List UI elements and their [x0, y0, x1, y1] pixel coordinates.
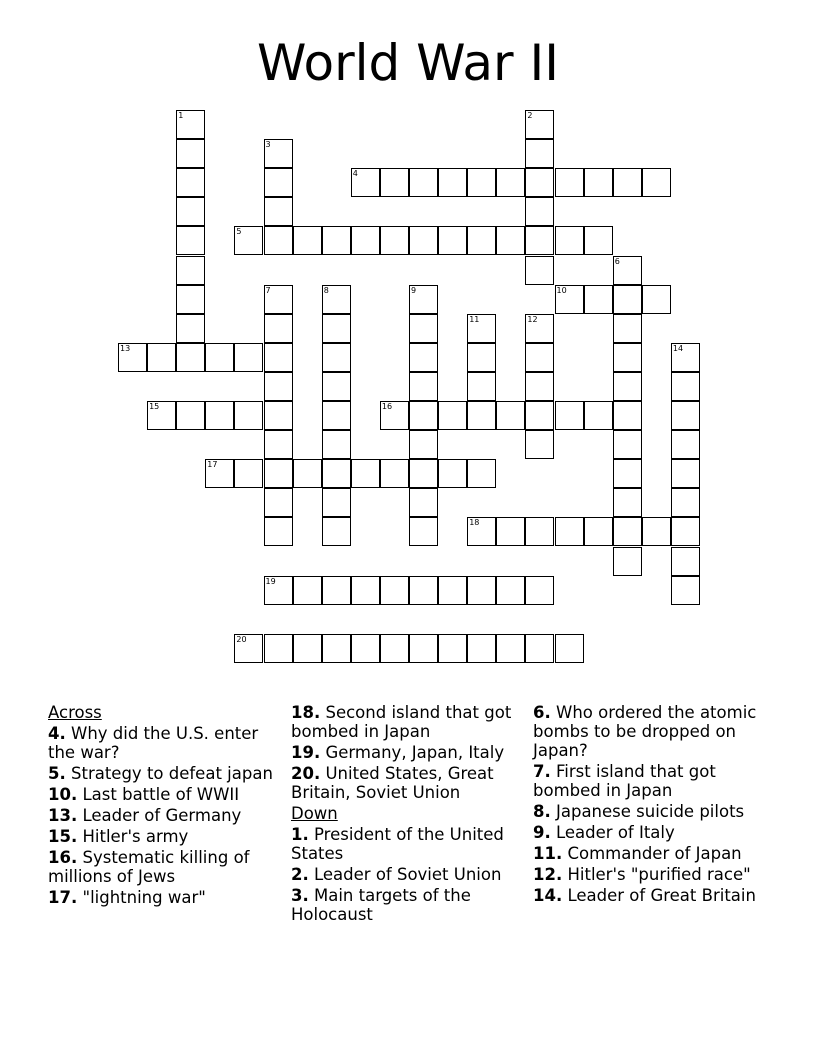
crossword-cell[interactable] — [496, 634, 525, 663]
clue-across-13 — [48, 806, 280, 825]
crossword-cell[interactable] — [467, 576, 496, 605]
page-title: World War II — [256, 34, 559, 92]
clue-text: Leader of Italy — [556, 823, 675, 842]
crossword-cell[interactable] — [351, 634, 380, 663]
crossword-cell[interactable] — [555, 634, 584, 663]
crossword-cell[interactable] — [264, 197, 293, 226]
clue-across-5 — [48, 764, 280, 783]
clue-down-9 — [533, 823, 765, 842]
crossword-cell[interactable] — [322, 314, 351, 343]
clue-text: Hitler's "purified race" — [567, 865, 751, 884]
clue-text: Hitler's army — [82, 827, 189, 846]
crossword-cell[interactable] — [467, 226, 496, 255]
crossword-cell[interactable] — [555, 517, 584, 546]
crossword-cell[interactable] — [409, 459, 438, 488]
crossword-cell[interactable] — [234, 459, 263, 488]
crossword-cell[interactable] — [613, 372, 642, 401]
crossword-cell[interactable] — [671, 517, 700, 546]
clue-number: 19. — [291, 743, 321, 762]
cell-number: 3 — [265, 140, 271, 150]
clue-text: "lightning war" — [82, 888, 206, 907]
crossword-cell[interactable] — [264, 430, 293, 459]
crossword-cell[interactable] — [671, 343, 700, 372]
crossword-cell[interactable] — [613, 168, 642, 197]
cell-number: 17 — [207, 460, 218, 470]
clue-number: 8. — [533, 802, 551, 821]
clue-across-20 — [291, 764, 523, 802]
crossword-cell[interactable] — [438, 576, 467, 605]
crossword-cell[interactable] — [264, 168, 293, 197]
crossword-cell[interactable] — [176, 226, 205, 255]
crossword-cell[interactable] — [264, 285, 293, 314]
crossword-cell[interactable] — [438, 401, 467, 430]
crossword-cell[interactable] — [525, 314, 554, 343]
crossword-cell[interactable] — [409, 372, 438, 401]
clue-text: Commander of Japan — [567, 844, 742, 863]
crossword-cell[interactable] — [322, 634, 351, 663]
cell-number: 11 — [469, 314, 480, 324]
crossword-cell[interactable] — [176, 285, 205, 314]
clue-number: 1. — [291, 825, 309, 844]
crossword-cell[interactable] — [322, 517, 351, 546]
cell-number: 16 — [381, 402, 393, 411]
clue-down-1 — [291, 825, 523, 863]
clue-text: Who ordered the atomic bombs to be dropped on Japan? — [533, 703, 757, 760]
clue-down-14 — [533, 886, 765, 905]
crossword-cell[interactable] — [176, 343, 205, 372]
crossword-cell[interactable] — [525, 197, 554, 226]
crossword-cell[interactable] — [642, 168, 671, 197]
clue-number: 2. — [291, 865, 309, 884]
crossword-cell[interactable] — [496, 226, 525, 255]
clue-text: Strategy to defeat japan — [71, 764, 273, 783]
crossword-cell[interactable] — [205, 401, 234, 430]
crossword-cell[interactable] — [409, 430, 438, 459]
crossword-cell[interactable] — [671, 401, 700, 430]
clue-down-3 — [291, 886, 523, 924]
crossword-cell[interactable] — [409, 517, 438, 546]
cell-number: 2 — [527, 111, 533, 120]
clue-text: Main targets of the Holocaust — [291, 886, 471, 924]
crossword-cell[interactable] — [380, 576, 409, 605]
cell-number: 15 — [149, 402, 160, 411]
crossword-cell[interactable] — [351, 226, 380, 255]
crossword-cell[interactable] — [584, 226, 613, 255]
crossword-cell[interactable] — [613, 285, 642, 314]
crossword-cell[interactable] — [584, 517, 613, 546]
crossword-cell[interactable] — [671, 488, 700, 517]
crossword-cell[interactable] — [264, 401, 293, 430]
crossword-cell[interactable] — [264, 576, 293, 605]
clue-text: Japanese suicide pilots — [556, 802, 745, 821]
crossword-cell[interactable] — [380, 226, 409, 255]
crossword-cell[interactable] — [525, 256, 554, 285]
crossword-cell[interactable] — [264, 372, 293, 401]
crossword-cell[interactable] — [671, 372, 700, 401]
crossword-cell[interactable] — [322, 401, 351, 430]
crossword-cell[interactable] — [322, 430, 351, 459]
crossword-cell[interactable] — [613, 314, 642, 343]
clue-text: Second island that got bombed in Japan — [291, 703, 512, 741]
clue-number: 6. — [533, 703, 551, 722]
clue-text: United States, Great Britain, Soviet Union — [291, 764, 494, 802]
crossword-cell[interactable] — [525, 168, 554, 197]
clue-down-6 — [533, 703, 765, 760]
crossword-cell[interactable] — [322, 459, 351, 488]
clue-number: 9. — [533, 823, 551, 842]
cell-number: 14 — [672, 343, 684, 353]
crossword-cell[interactable] — [351, 168, 380, 197]
crossword-cell[interactable] — [176, 256, 205, 285]
crossword-cell[interactable] — [555, 168, 584, 197]
crossword-cell[interactable] — [205, 459, 234, 488]
clue-text: Last battle of WWII — [82, 785, 240, 804]
clue-across-16 — [48, 848, 280, 886]
crossword-cell[interactable] — [322, 576, 351, 605]
crossword-cell[interactable] — [293, 226, 322, 255]
crossword-cell[interactable] — [409, 314, 438, 343]
clue-across-4 — [48, 724, 280, 762]
crossword-cell[interactable] — [467, 517, 496, 546]
clue-text: Systematic killing of millions of Jews — [48, 848, 250, 886]
clue-number: 16. — [48, 848, 78, 867]
crossword-cell[interactable] — [176, 401, 205, 430]
crossword-cell[interactable] — [409, 576, 438, 605]
crossword-cell[interactable] — [264, 343, 293, 372]
cell-number: 20 — [236, 634, 247, 644]
cell-number: 10 — [556, 285, 567, 295]
crossword-cell[interactable] — [671, 576, 700, 605]
crossword-cell[interactable] — [467, 459, 496, 488]
crossword-cell[interactable] — [351, 576, 380, 605]
crossword-cell[interactable] — [409, 168, 438, 197]
crossword-cell[interactable] — [322, 343, 351, 372]
clue-number: 5. — [48, 764, 66, 783]
crossword-cell[interactable] — [438, 226, 467, 255]
clue-number: 20. — [291, 764, 321, 783]
crossword-cell[interactable] — [409, 343, 438, 372]
crossword-cell[interactable] — [525, 634, 554, 663]
clue-text: Germany, Japan, Italy — [325, 743, 505, 762]
clue-number: 4. — [48, 724, 66, 743]
cell-number: 12 — [527, 314, 538, 324]
crossword-cell[interactable] — [176, 168, 205, 197]
crossword-cell[interactable] — [467, 401, 496, 430]
clue-down-7 — [533, 762, 765, 800]
clue-number: 3. — [291, 886, 309, 905]
crossword-cell[interactable] — [642, 517, 671, 546]
crossword-cell[interactable] — [525, 226, 554, 255]
clue-number: 11. — [533, 844, 563, 863]
crossword-cell[interactable] — [671, 430, 700, 459]
crossword-cell[interactable] — [293, 459, 322, 488]
crossword-cell[interactable] — [584, 401, 613, 430]
cell-number: 8 — [323, 285, 329, 295]
across-heading: Across — [48, 703, 102, 722]
clue-text: President of the United States — [291, 825, 504, 863]
crossword-cell[interactable] — [613, 547, 642, 576]
crossword-cell[interactable] — [409, 488, 438, 517]
crossword-cell[interactable] — [322, 372, 351, 401]
crossword-cell[interactable] — [264, 488, 293, 517]
clues-column-3 — [533, 701, 765, 905]
crossword-cell[interactable] — [264, 226, 293, 255]
crossword-cell[interactable] — [467, 314, 496, 343]
crossword-cell[interactable] — [409, 226, 438, 255]
crossword-cell[interactable] — [496, 576, 525, 605]
cell-number: 1 — [178, 111, 184, 120]
crossword-cell[interactable] — [264, 634, 293, 663]
crossword-cell[interactable] — [176, 314, 205, 343]
clue-number: 17. — [48, 888, 78, 907]
clue-text: Leader of Germany — [82, 806, 242, 825]
clue-number: 18. — [291, 703, 321, 722]
clue-text: First island that got bombed in Japan — [533, 762, 716, 800]
clue-text: Why did the U.S. enter the war? — [48, 724, 259, 762]
crossword-cell[interactable] — [147, 401, 176, 430]
crossword-cell[interactable] — [525, 430, 554, 459]
crossword-cell[interactable] — [380, 634, 409, 663]
crossword-cell[interactable] — [525, 110, 554, 139]
crossword-cell[interactable] — [555, 401, 584, 430]
clues-column-2 — [291, 701, 523, 924]
clue-down-11 — [533, 844, 765, 863]
crossword-cell[interactable] — [118, 343, 147, 372]
crossword-cell[interactable] — [496, 401, 525, 430]
cell-number: 13 — [120, 343, 131, 353]
crossword-cell[interactable] — [555, 285, 584, 314]
cell-number: 19 — [265, 576, 276, 586]
crossword-cell[interactable] — [525, 517, 554, 546]
crossword-cell[interactable] — [467, 343, 496, 372]
crossword-cell[interactable] — [584, 285, 613, 314]
crossword-cell[interactable] — [613, 256, 642, 285]
clue-down-2 — [291, 865, 523, 884]
clue-number: 7. — [533, 762, 551, 781]
crossword-cell[interactable] — [525, 401, 554, 430]
crossword-cell[interactable] — [467, 634, 496, 663]
clue-number: 15. — [48, 827, 78, 846]
clue-down-12 — [533, 865, 765, 884]
crossword-cell[interactable] — [642, 285, 671, 314]
crossword-cell[interactable] — [234, 634, 263, 663]
crossword-cell[interactable] — [351, 459, 380, 488]
crossword-cell[interactable] — [671, 459, 700, 488]
clue-text: Leader of Great Britain — [567, 886, 756, 905]
clue-down-8 — [533, 802, 765, 821]
crossword-cell[interactable] — [380, 401, 409, 430]
crossword-cell[interactable] — [264, 314, 293, 343]
down-heading: Down — [291, 804, 338, 823]
crossword-cell[interactable] — [613, 488, 642, 517]
crossword-cell[interactable] — [613, 430, 642, 459]
crossword-cell[interactable] — [467, 168, 496, 197]
crossword-cell[interactable] — [322, 285, 351, 314]
crossword-cell[interactable] — [613, 343, 642, 372]
clue-across-15 — [48, 827, 280, 846]
crossword-cell[interactable] — [264, 139, 293, 168]
crossword-cell[interactable] — [613, 517, 642, 546]
crossword-cell[interactable] — [380, 168, 409, 197]
crossword-cell[interactable] — [293, 634, 322, 663]
cell-number: 6 — [614, 256, 620, 266]
crossword-cell[interactable] — [409, 285, 438, 314]
crossword-cell[interactable] — [555, 226, 584, 255]
crossword-cell[interactable] — [264, 459, 293, 488]
crossword-cell[interactable] — [438, 168, 467, 197]
crossword-cell[interactable] — [264, 517, 293, 546]
cell-number: 18 — [469, 518, 480, 528]
crossword-cell[interactable] — [409, 401, 438, 430]
crossword-cell[interactable] — [438, 634, 467, 663]
cell-number: 5 — [236, 227, 242, 237]
clue-number: 12. — [533, 865, 563, 884]
crossword-cell[interactable] — [380, 459, 409, 488]
crossword-cell[interactable] — [234, 226, 263, 255]
crossword-cell[interactable] — [496, 168, 525, 197]
crossword-cell[interactable] — [147, 343, 176, 372]
crossword-cell[interactable] — [525, 139, 554, 168]
clue-across-19 — [291, 743, 523, 762]
crossword-cell[interactable] — [584, 168, 613, 197]
crossword-cell[interactable] — [671, 547, 700, 576]
crossword-cell[interactable] — [467, 372, 496, 401]
clues-column-1 — [48, 701, 280, 907]
crossword-cell[interactable] — [438, 459, 467, 488]
cell-number: 9 — [411, 285, 417, 295]
clue-across-10 — [48, 785, 280, 804]
crossword-cell[interactable] — [525, 343, 554, 372]
clue-across-18 — [291, 703, 523, 741]
crossword-cell[interactable] — [322, 488, 351, 517]
cell-number: 7 — [265, 285, 271, 295]
cell-number: 4 — [352, 169, 358, 179]
crossword-cell[interactable] — [176, 110, 205, 139]
crossword-cell[interactable] — [176, 139, 205, 168]
clue-number: 14. — [533, 886, 563, 905]
crossword-cell[interactable] — [234, 343, 263, 372]
clue-number: 13. — [48, 806, 78, 825]
crossword-cell[interactable] — [234, 401, 263, 430]
crossword-cell[interactable] — [322, 226, 351, 255]
crossword-cell[interactable] — [205, 343, 234, 372]
crossword-cell[interactable] — [613, 401, 642, 430]
clue-number: 10. — [48, 785, 78, 804]
crossword-cell[interactable] — [525, 576, 554, 605]
clue-across-17 — [48, 888, 280, 907]
crossword-cell[interactable] — [293, 576, 322, 605]
crossword-cell[interactable] — [409, 634, 438, 663]
crossword-cell[interactable] — [176, 197, 205, 226]
clue-text: Leader of Soviet Union — [314, 865, 502, 884]
crossword-cell[interactable] — [496, 517, 525, 546]
crossword-cell[interactable] — [613, 459, 642, 488]
crossword-cell[interactable] — [525, 372, 554, 401]
